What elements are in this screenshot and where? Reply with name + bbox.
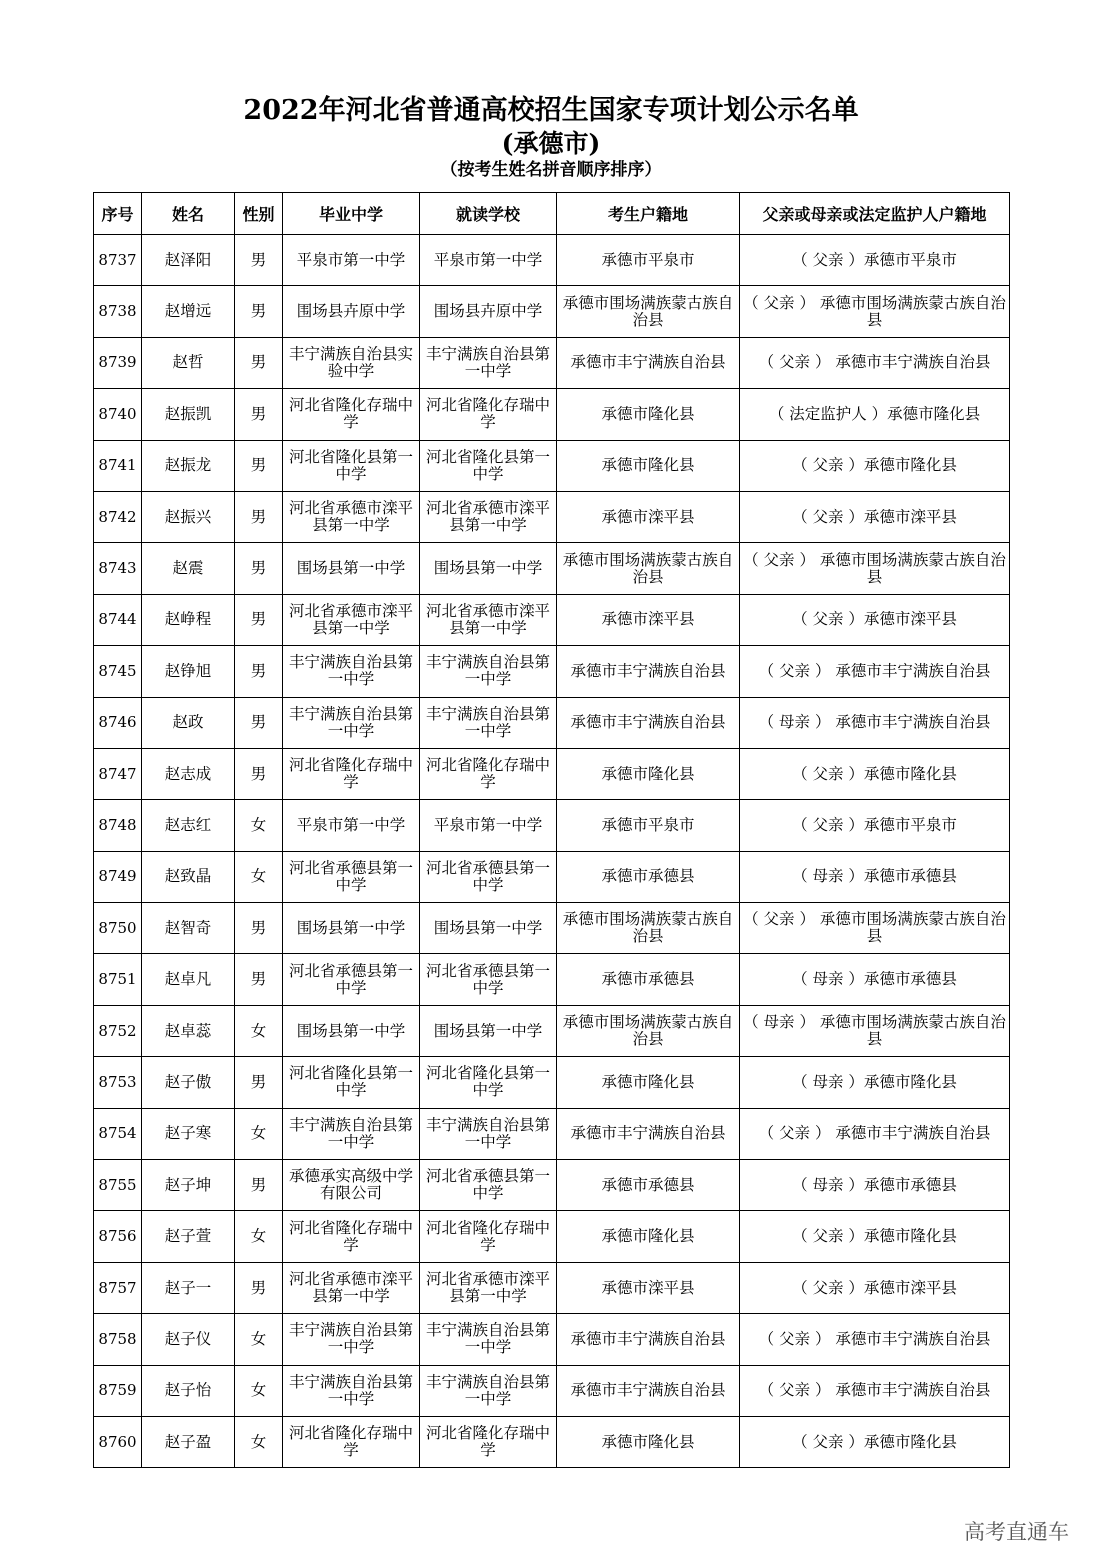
cell-student-residence: 承德市承德县 <box>557 851 740 902</box>
cell-guardian-residence: （ 父亲 ） 承德市丰宁满族自治县 <box>740 1365 1010 1416</box>
table-row <box>94 800 1010 851</box>
header-graduated-school: 毕业中学 <box>283 193 420 235</box>
cell-name: 赵子仪 <box>142 1314 235 1365</box>
cell-guardian-residence: （ 父亲 ） 承德市围场满族蒙古族自治县 <box>740 543 1010 594</box>
cell-student-residence: 承德市滦平县 <box>557 491 740 542</box>
cell-name: 赵泽阳 <box>142 235 235 286</box>
document-title: 2022年河北省普通高校招生国家专项计划公示名单 <box>243 95 859 126</box>
document-subtitle: (承德市) <box>501 129 601 158</box>
table-header-row <box>94 193 1010 235</box>
cell-student-residence: 承德市隆化县 <box>557 1416 740 1467</box>
cell-guardian-residence: （ 父亲 ）承德市隆化县 <box>740 1211 1010 1262</box>
cell-gender: 男 <box>235 543 283 594</box>
cell-student-residence: 承德市承德县 <box>557 1160 740 1211</box>
table-row <box>94 491 1010 542</box>
cell-gender: 男 <box>235 903 283 954</box>
cell-current-school: 河北省隆化存瑞中学 <box>420 1416 557 1467</box>
cell-current-school: 平泉市第一中学 <box>420 235 557 286</box>
cell-graduated-school: 平泉市第一中学 <box>283 800 420 851</box>
cell-seq: 8746 <box>94 697 142 748</box>
cell-guardian-residence: （ 父亲 ）承德市隆化县 <box>740 1416 1010 1467</box>
cell-name: 赵增远 <box>142 286 235 337</box>
cell-guardian-residence: （ 母亲 ）承德市承德县 <box>740 954 1010 1005</box>
cell-current-school: 河北省承德市滦平县第一中学 <box>420 1262 557 1313</box>
cell-seq: 8756 <box>94 1211 142 1262</box>
cell-student-residence: 承德市隆化县 <box>557 748 740 799</box>
cell-seq: 8753 <box>94 1057 142 1108</box>
cell-current-school: 河北省承德市滦平县第一中学 <box>420 594 557 645</box>
table-row <box>94 337 1010 388</box>
cell-guardian-residence: （ 母亲 ）承德市承德县 <box>740 851 1010 902</box>
header-gender: 性别 <box>235 193 283 235</box>
cell-gender: 女 <box>235 1108 283 1159</box>
cell-name: 赵子盈 <box>142 1416 235 1467</box>
cell-guardian-residence: （ 父亲 ） 承德市丰宁满族自治县 <box>740 646 1010 697</box>
cell-name: 赵子一 <box>142 1262 235 1313</box>
cell-name: 赵志红 <box>142 800 235 851</box>
cell-current-school: 围场县第一中学 <box>420 543 557 594</box>
cell-guardian-residence: （ 父亲 ）承德市滦平县 <box>740 1262 1010 1313</box>
cell-guardian-residence: （ 母亲 ） 承德市丰宁满族自治县 <box>740 697 1010 748</box>
table-row <box>94 697 1010 748</box>
cell-name: 赵子傲 <box>142 1057 235 1108</box>
cell-student-residence: 承德市围场满族蒙古族自治县 <box>557 286 740 337</box>
cell-student-residence: 承德市隆化县 <box>557 389 740 440</box>
sort-note: （按考生姓名拼音顺序排序） <box>440 160 662 180</box>
table-row <box>94 1262 1010 1313</box>
cell-guardian-residence: （ 父亲 ）承德市滦平县 <box>740 491 1010 542</box>
table-row <box>94 954 1010 1005</box>
cell-name: 赵子怡 <box>142 1365 235 1416</box>
cell-seq: 8740 <box>94 389 142 440</box>
cell-student-residence: 承德市丰宁满族自治县 <box>557 1108 740 1159</box>
cell-name: 赵振兴 <box>142 491 235 542</box>
cell-current-school: 丰宁满族自治县第一中学 <box>420 337 557 388</box>
cell-student-residence: 承德市承德县 <box>557 954 740 1005</box>
table-row <box>94 1211 1010 1262</box>
table-row <box>94 646 1010 697</box>
cell-guardian-residence: （ 父亲 ）承德市平泉市 <box>740 800 1010 851</box>
cell-current-school: 河北省承德县第一中学 <box>420 954 557 1005</box>
cell-seq: 8738 <box>94 286 142 337</box>
cell-current-school: 河北省承德县第一中学 <box>420 1160 557 1211</box>
cell-graduated-school: 河北省隆化存瑞中学 <box>283 748 420 799</box>
table-row <box>94 1416 1010 1467</box>
cell-student-residence: 承德市隆化县 <box>557 1211 740 1262</box>
cell-current-school: 围场县第一中学 <box>420 903 557 954</box>
cell-gender: 女 <box>235 1005 283 1056</box>
cell-gender: 男 <box>235 1160 283 1211</box>
cell-graduated-school: 丰宁满族自治县第一中学 <box>283 1314 420 1365</box>
cell-current-school: 河北省隆化存瑞中学 <box>420 389 557 440</box>
cell-graduated-school: 围场县第一中学 <box>283 903 420 954</box>
cell-graduated-school: 河北省隆化县第一中学 <box>283 1057 420 1108</box>
cell-current-school: 丰宁满族自治县第一中学 <box>420 1314 557 1365</box>
watermark-text: 高考直通车 <box>964 1520 1069 1544</box>
table-row <box>94 235 1010 286</box>
header-current-school: 就读学校 <box>420 193 557 235</box>
cell-gender: 男 <box>235 235 283 286</box>
cell-name: 赵卓凡 <box>142 954 235 1005</box>
cell-student-residence: 承德市丰宁满族自治县 <box>557 1314 740 1365</box>
cell-gender: 男 <box>235 594 283 645</box>
cell-name: 赵子萱 <box>142 1211 235 1262</box>
table-row <box>94 1005 1010 1056</box>
cell-gender: 男 <box>235 286 283 337</box>
cell-guardian-residence: （ 父亲 ） 承德市围场满族蒙古族自治县 <box>740 903 1010 954</box>
cell-guardian-residence: （ 父亲 ）承德市隆化县 <box>740 748 1010 799</box>
cell-name: 赵振凯 <box>142 389 235 440</box>
cell-gender: 女 <box>235 800 283 851</box>
header-guardian-residence: 父亲或母亲或法定监护人户籍地 <box>740 193 1010 235</box>
cell-student-residence: 承德市隆化县 <box>557 440 740 491</box>
table-row <box>94 748 1010 799</box>
cell-gender: 女 <box>235 1416 283 1467</box>
cell-gender: 女 <box>235 1211 283 1262</box>
cell-gender: 男 <box>235 389 283 440</box>
cell-graduated-school: 河北省承德市滦平县第一中学 <box>283 1262 420 1313</box>
table-row <box>94 389 1010 440</box>
cell-name: 赵卓蕊 <box>142 1005 235 1056</box>
cell-gender: 女 <box>235 851 283 902</box>
cell-student-residence: 承德市丰宁满族自治县 <box>557 697 740 748</box>
cell-current-school: 河北省隆化县第一中学 <box>420 440 557 491</box>
cell-graduated-school: 围场县第一中学 <box>283 543 420 594</box>
header-student-residence: 考生户籍地 <box>557 193 740 235</box>
cell-seq: 8748 <box>94 800 142 851</box>
cell-student-residence: 承德市围场满族蒙古族自治县 <box>557 1005 740 1056</box>
cell-graduated-school: 河北省承德市滦平县第一中学 <box>283 594 420 645</box>
cell-name: 赵子坤 <box>142 1160 235 1211</box>
cell-graduated-school: 河北省隆化存瑞中学 <box>283 389 420 440</box>
cell-seq: 8750 <box>94 903 142 954</box>
cell-gender: 男 <box>235 748 283 799</box>
cell-seq: 8749 <box>94 851 142 902</box>
cell-graduated-school: 河北省承德县第一中学 <box>283 954 420 1005</box>
cell-seq: 8747 <box>94 748 142 799</box>
cell-name: 赵哲 <box>142 337 235 388</box>
cell-current-school: 河北省隆化存瑞中学 <box>420 748 557 799</box>
cell-guardian-residence: （ 父亲 ） 承德市丰宁满族自治县 <box>740 337 1010 388</box>
table-row <box>94 440 1010 491</box>
cell-gender: 女 <box>235 1365 283 1416</box>
cell-student-residence: 承德市围场满族蒙古族自治县 <box>557 543 740 594</box>
cell-graduated-school: 丰宁满族自治县第一中学 <box>283 697 420 748</box>
cell-seq: 8743 <box>94 543 142 594</box>
cell-graduated-school: 河北省隆化县第一中学 <box>283 440 420 491</box>
cell-current-school: 河北省隆化县第一中学 <box>420 1057 557 1108</box>
cell-current-school: 丰宁满族自治县第一中学 <box>420 1108 557 1159</box>
cell-gender: 男 <box>235 337 283 388</box>
cell-student-residence: 承德市滦平县 <box>557 594 740 645</box>
cell-gender: 男 <box>235 646 283 697</box>
cell-name: 赵志成 <box>142 748 235 799</box>
table-row <box>94 543 1010 594</box>
cell-seq: 8737 <box>94 235 142 286</box>
cell-guardian-residence: （ 父亲 ） 承德市围场满族蒙古族自治县 <box>740 286 1010 337</box>
cell-graduated-school: 河北省隆化存瑞中学 <box>283 1416 420 1467</box>
cell-current-school: 平泉市第一中学 <box>420 800 557 851</box>
cell-gender: 男 <box>235 1057 283 1108</box>
table-row <box>94 286 1010 337</box>
cell-guardian-residence: （ 母亲 ）承德市隆化县 <box>740 1057 1010 1108</box>
cell-seq: 8751 <box>94 954 142 1005</box>
cell-guardian-residence: （ 父亲 ）承德市隆化县 <box>740 440 1010 491</box>
cell-seq: 8758 <box>94 1314 142 1365</box>
cell-seq: 8755 <box>94 1160 142 1211</box>
table-row <box>94 1057 1010 1108</box>
cell-name: 赵智奇 <box>142 903 235 954</box>
cell-gender: 男 <box>235 697 283 748</box>
applicant-table <box>93 192 1010 1468</box>
cell-graduated-school: 围场县第一中学 <box>283 1005 420 1056</box>
cell-graduated-school: 丰宁满族自治县第一中学 <box>283 1108 420 1159</box>
cell-name: 赵政 <box>142 697 235 748</box>
cell-guardian-residence: （ 父亲 ） 承德市丰宁满族自治县 <box>740 1108 1010 1159</box>
cell-graduated-school: 承德承实高级中学有限公司 <box>283 1160 420 1211</box>
cell-name: 赵铮旭 <box>142 646 235 697</box>
table-row <box>94 1160 1010 1211</box>
cell-guardian-residence: （ 母亲 ）承德市承德县 <box>740 1160 1010 1211</box>
cell-current-school: 河北省承德市滦平县第一中学 <box>420 491 557 542</box>
table-row <box>94 903 1010 954</box>
cell-seq: 8744 <box>94 594 142 645</box>
cell-graduated-school: 河北省承德县第一中学 <box>283 851 420 902</box>
cell-seq: 8759 <box>94 1365 142 1416</box>
cell-seq: 8742 <box>94 491 142 542</box>
cell-seq: 8741 <box>94 440 142 491</box>
table-row <box>94 1108 1010 1159</box>
cell-guardian-residence: （ 父亲 ） 承德市丰宁满族自治县 <box>740 1314 1010 1365</box>
header-name: 姓名 <box>142 193 235 235</box>
cell-guardian-residence: （ 法定监护人 ）承德市隆化县 <box>740 389 1010 440</box>
cell-gender: 男 <box>235 1262 283 1313</box>
cell-gender: 男 <box>235 491 283 542</box>
table-row <box>94 851 1010 902</box>
cell-current-school: 围场县卉原中学 <box>420 286 557 337</box>
cell-student-residence: 承德市隆化县 <box>557 1057 740 1108</box>
cell-student-residence: 承德市丰宁满族自治县 <box>557 337 740 388</box>
cell-current-school: 河北省承德县第一中学 <box>420 851 557 902</box>
cell-name: 赵子寒 <box>142 1108 235 1159</box>
cell-name: 赵致晶 <box>142 851 235 902</box>
header-seq: 序号 <box>94 193 142 235</box>
cell-graduated-school: 平泉市第一中学 <box>283 235 420 286</box>
cell-current-school: 河北省隆化存瑞中学 <box>420 1211 557 1262</box>
cell-current-school: 围场县第一中学 <box>420 1005 557 1056</box>
cell-name: 赵峥程 <box>142 594 235 645</box>
cell-seq: 8739 <box>94 337 142 388</box>
cell-gender: 女 <box>235 1314 283 1365</box>
cell-graduated-school: 河北省隆化存瑞中学 <box>283 1211 420 1262</box>
cell-graduated-school: 河北省承德市滦平县第一中学 <box>283 491 420 542</box>
table-body <box>94 235 1010 1468</box>
cell-graduated-school: 丰宁满族自治县第一中学 <box>283 1365 420 1416</box>
cell-seq: 8745 <box>94 646 142 697</box>
cell-seq: 8752 <box>94 1005 142 1056</box>
cell-guardian-residence: （ 父亲 ）承德市滦平县 <box>740 594 1010 645</box>
cell-current-school: 丰宁满族自治县第一中学 <box>420 1365 557 1416</box>
cell-student-residence: 承德市丰宁满族自治县 <box>557 646 740 697</box>
cell-student-residence: 承德市丰宁满族自治县 <box>557 1365 740 1416</box>
table-row <box>94 594 1010 645</box>
cell-seq: 8757 <box>94 1262 142 1313</box>
cell-seq: 8760 <box>94 1416 142 1467</box>
cell-gender: 男 <box>235 440 283 491</box>
cell-graduated-school: 围场县卉原中学 <box>283 286 420 337</box>
cell-guardian-residence: （ 母亲 ） 承德市围场满族蒙古族自治县 <box>740 1005 1010 1056</box>
cell-student-residence: 承德市平泉市 <box>557 235 740 286</box>
cell-current-school: 丰宁满族自治县第一中学 <box>420 646 557 697</box>
cell-name: 赵振龙 <box>142 440 235 491</box>
cell-student-residence: 承德市围场满族蒙古族自治县 <box>557 903 740 954</box>
table-row <box>94 1365 1010 1416</box>
cell-name: 赵震 <box>142 543 235 594</box>
cell-student-residence: 承德市平泉市 <box>557 800 740 851</box>
table-row <box>94 1314 1010 1365</box>
cell-graduated-school: 丰宁满族自治县实验中学 <box>283 337 420 388</box>
cell-seq: 8754 <box>94 1108 142 1159</box>
cell-graduated-school: 丰宁满族自治县第一中学 <box>283 646 420 697</box>
cell-current-school: 丰宁满族自治县第一中学 <box>420 697 557 748</box>
cell-guardian-residence: （ 父亲 ）承德市平泉市 <box>740 235 1010 286</box>
cell-gender: 男 <box>235 954 283 1005</box>
cell-student-residence: 承德市滦平县 <box>557 1262 740 1313</box>
